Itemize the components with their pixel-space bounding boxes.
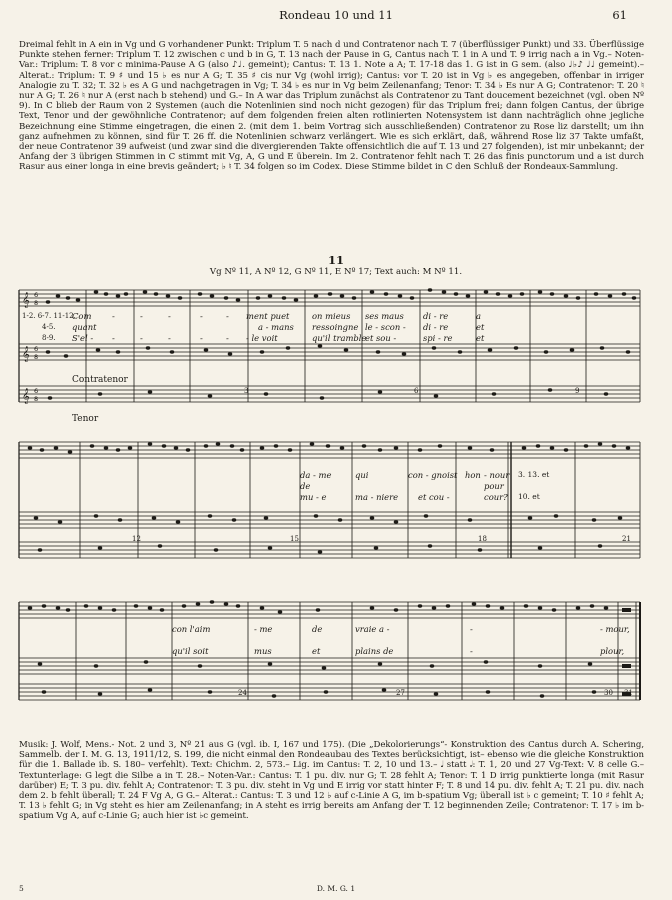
lyric: con - gnoist: [408, 470, 458, 480]
lyric: -: [112, 333, 115, 343]
staff-tenor: [19, 386, 640, 402]
measure-number: 27: [396, 689, 405, 697]
voice-label-tenor: Tenor: [72, 414, 99, 424]
lyric: 3. 13. et: [518, 470, 550, 479]
edition-mark: D. M. G. 1: [316, 884, 356, 893]
page-header: [0, 8, 672, 24]
lyric: - mour,: [600, 624, 630, 634]
svg-text:6: 6: [34, 345, 39, 353]
critical-notes-bottom: [19, 740, 644, 822]
critical-notes-paragraph: Dreimal fehlt in A ein in Vg und G vorhandener Punkt: Triplum T. 5 nach d und Contratenor nach T. 7 (überflüssiger Punkt) und 33. Überflüssige Punkte stehen ferner: Triplum T. 12 zwischen c und b in G, T. 13 nach der Pause in G, Cantus nach T. 1 in A und T. 9 irrig nach a in Vg.– Noten-Var.: Triplum: T. 8 vor c minima-Pause A G (also ♪♩. gemeint); Cantus: T. 13 1. Note a A; T. 17-18 das 1. G ist in G sem. (also ♩♭♪ ♩♩ gemeint).– Alterat.: Triplum: T. 9 ♯ und 15 ♭ es nur A G; T. 35 ♯ cis nur Vg (wohl irrig); Cantus: vor T. 20 ist in Vg ♭ es angegeben, offenbar in irriger Analogie zu T. 32; T. 32 ♭ es A G und nachgetragen in Vg; T. 34 ♭ es nur in Vg beim Zeilenanfang; Tenor: T. 34 ♭ Es nur A G; Contratenor: T. 20 ♮ nur A G; T. 26 ♮ nur A (erst nach b stehend) und G.– In A war das Triplum zunächst als Contratenor zu Tant doucement bezeichnet (vgl. oben Nº 9). In C blieb der Raum von 2 Systemen (auch die Notenlinien sind noch nicht gezogen) für das Triplum frei; dann folgen Cantus, der übrige Text, Tenor und der gewöhnliche Contratenor; auf dem folgenden freien alten rotlinierten Notensystem ist dann nachträglich ohne jegliche Bezeichnung eine Stimme eingetragen, die einen 2. (mit dem 1. beim Vortrag sich ausschließenden) Contratenor zu Rose liz darstellt; um ihn ganz aufnehmen zu können, sind für T. 26 ff. die Notenlinien schwarz verlängert. Wie es sich erklärt, daß, während Rose liz 37 Takte umfaßt, der neue Contratenor 39 aufweist (und zwar sind die divergierenden Takte offensichtlich die auf T. 13 und 27 folgenden), ist mir unbekannt; der Anfang der 3 übrigen Stimmen in C stimmt mit Vg, A, G und E überein. Im 2. Contratenor fehlt nach T. 26 das finis punctorum und a ist durch Rasur aus einer longa in eine brevis geändert; ♭ ♮ T. 34 folgen so im Codex. Diese Stimme bildet in C den Schluß der Rondeaux-Sammlung.: [19, 40, 644, 173]
lyric: et: [312, 646, 321, 656]
staff-tenor: [19, 542, 640, 558]
svg-text:8: 8: [34, 353, 39, 361]
piece-number: 11: [327, 253, 344, 267]
lyric: spi - re: [423, 333, 453, 343]
stanza-number-2: 4-5.: [42, 323, 56, 331]
lyric: ses maus: [365, 311, 404, 321]
lyric: et: [476, 322, 485, 332]
score-system-2: [0, 432, 672, 567]
lyric: et: [476, 333, 485, 343]
svg-text:8: 8: [34, 395, 39, 403]
lyric: -: [200, 333, 203, 343]
lyric: 10. et: [518, 492, 540, 501]
measure-number: 24: [238, 689, 247, 697]
staff-tenor: [19, 684, 640, 700]
lyric: a - mans: [258, 322, 294, 332]
lyric: ment puet: [246, 311, 290, 321]
sources-line: Vg Nº 11, A Nº 12, G Nº 11, E Nº 17; Text auch: M Nº 11.: [209, 267, 463, 277]
lyric: on mieus: [312, 311, 351, 321]
svg-text:𝄞: 𝄞: [22, 347, 30, 362]
lyric: de: [300, 481, 311, 491]
printer-signature: 5: [19, 884, 24, 893]
lyric: -: [168, 333, 171, 343]
lyric: et cou -: [418, 492, 450, 502]
lyric: pour: [484, 481, 504, 491]
lyric: -: [168, 311, 171, 321]
lyric: ressoingne: [312, 322, 359, 332]
lyric: quant: [72, 322, 97, 332]
lyric: mu - e: [300, 492, 327, 502]
time-signatures: [34, 291, 38, 403]
lyric: -: [226, 333, 229, 343]
lyric: le - scon -: [365, 322, 406, 332]
lyric: - nour: [484, 470, 510, 480]
stanza-number-1: 1-2. 6-7. 11-12.: [22, 312, 76, 320]
lyric: -: [226, 311, 229, 321]
noteheads: [28, 442, 631, 553]
page-number: 61: [612, 8, 627, 22]
lyric: a: [476, 311, 481, 321]
measure-number: 21: [622, 535, 631, 543]
lyric: qui: [355, 470, 369, 480]
clef-glyphs: [22, 293, 30, 404]
svg-text:𝄞: 𝄞: [22, 389, 30, 404]
measure-number: 31: [624, 689, 633, 697]
measure-number: 6: [414, 387, 419, 395]
lyric: plour,: [600, 646, 625, 656]
staff-contratenor: [19, 658, 640, 674]
measure-number: 30: [604, 689, 613, 697]
noteheads: [28, 600, 631, 697]
svg-text:𝄞: 𝄞: [22, 293, 30, 308]
lyric: di - re: [423, 322, 449, 332]
barlines: [86, 290, 640, 402]
lyric: ma - niere: [355, 492, 399, 502]
lyric: -: [112, 311, 115, 321]
critical-notes-paragraph: Musik: J. Wolf, Mens.- Not. 2 und 3, Nº 21 aus G (vgl. ib. I, 167 und 175). (Die „Dekolorierungs“- Konstruktion des Cantus durch A. Schering, Sammelb. der I. M. G. 13, 1911/12, S. 199, die nicht einmal den Rondeaubau des Textes berücksichtigt, ist– ebenso wie die gleiche Konstruktion für die 1. Ballade ib. S. 180– verfehlt). Text: Chichm. 2, 573.– Lig. im Cantus: T. 2, 10 und 13.– 𝅘𝅥 statt 𝅗𝅥: T. 1, 20 und 27 Vg-Text: V. 8 celle G.– Textunterlage: G legt die Silbe a in T. 28.– Noten-Var.: Cantus: T. 1 pu. div. nur G; T. 28 fehlt A; Tenor: T. 1 D irrig punktierte longa (mit Rasur darüber) E; T. 3 pu. div. fehlt A; Contratenor: T. 3 pu. div. steht in Vg und E irrig vor statt hinter F; T. 8 und 14 pu. div. fehlt A; T. 21 pu. div. nach dem 2. b fehlt überall; T. 24 F Vg A, G G.– Alterat.: Cantus: T. 3 und 12 ♭ auf c-Linie A G, im b-spatium Vg; überall ist ♭ c gemeint; T. 10 ♯ fehlt A; T. 13 ♭ fehlt G; in Vg steht es hier am Zeilenanfang; in A steht es irrig bereits am Anfang der T. 12 beginnenden Zeile; Contratenor: T. 17 ♭ im b-spatium Vg A, auf c-Linie G; auch hier ist ♭c gemeint.: [19, 740, 644, 822]
svg-text:6: 6: [34, 291, 39, 299]
lyric: qu'il soit: [172, 646, 209, 656]
lyric: - me: [254, 624, 273, 634]
lyric: - le voit: [246, 333, 278, 343]
lyric: mus: [254, 646, 272, 656]
lyric: -: [200, 311, 203, 321]
lyric: qu'il tramble: [312, 333, 367, 343]
stanza-number-3: 8-9.: [42, 334, 56, 342]
lyric: cour?: [484, 492, 508, 502]
lyric: et sou -: [365, 333, 397, 343]
lyric: de: [312, 624, 323, 634]
lyric: -: [140, 333, 143, 343]
score-system-3: [0, 580, 672, 705]
measure-number: 12: [132, 535, 141, 543]
lyric: plains de: [355, 646, 394, 656]
lyric: da - me: [300, 470, 332, 480]
lyric: -: [470, 624, 473, 634]
lyric: con l'aim: [172, 624, 211, 634]
measure-number: 15: [290, 535, 299, 543]
svg-text:6: 6: [34, 387, 39, 395]
lyric: vraie a -: [355, 624, 390, 634]
measure-number: 18: [478, 535, 487, 543]
measure-number: 9: [575, 387, 580, 395]
lyric: Com: [72, 311, 92, 321]
staff-contratenor: [19, 512, 640, 528]
critical-notes-top: [19, 40, 644, 173]
svg-text:8: 8: [34, 299, 39, 307]
voice-label-contratenor: Contratenor: [72, 375, 128, 385]
lyric: di - re: [423, 311, 449, 321]
lyric: -: [140, 311, 143, 321]
running-title: Rondeau 10 und 11: [279, 8, 393, 22]
lyric: -: [470, 646, 473, 656]
measure-number: 3: [244, 387, 249, 395]
staff-triplum: [19, 442, 640, 458]
score-system-1: [0, 282, 672, 422]
lyric: S'el -: [72, 333, 94, 343]
lyric: hon: [465, 470, 481, 480]
